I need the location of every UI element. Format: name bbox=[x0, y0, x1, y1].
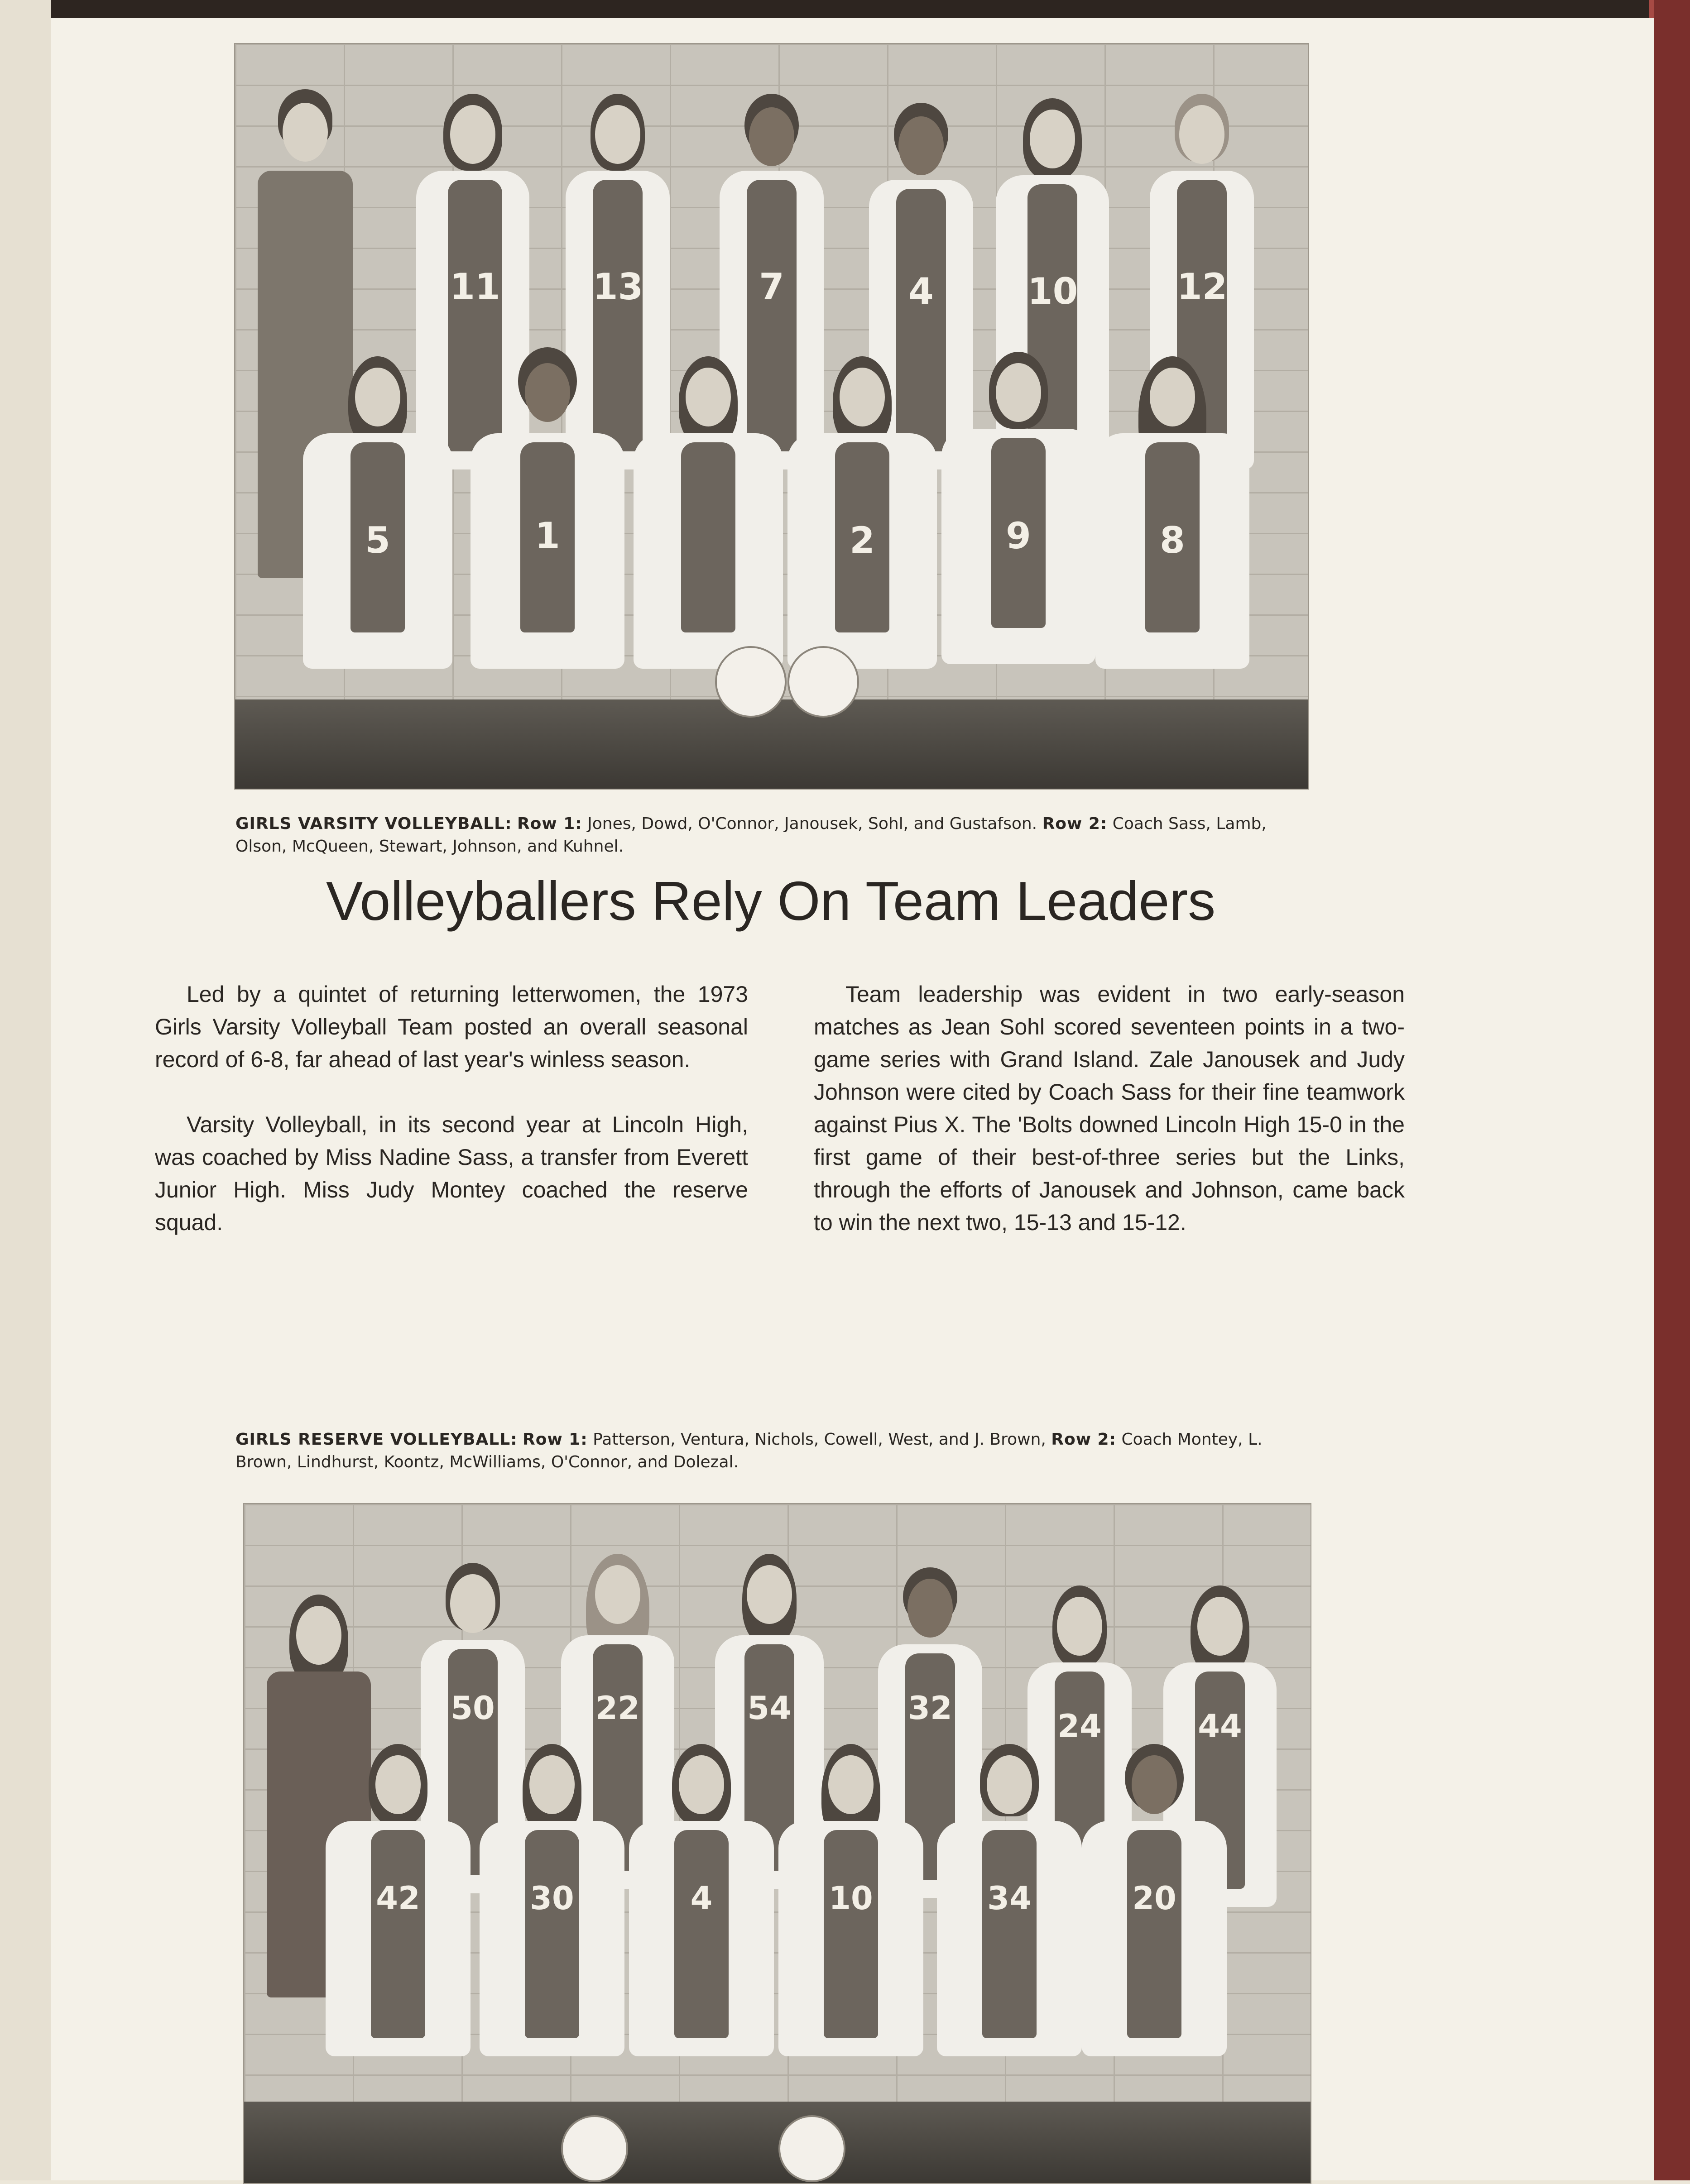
jersey-number: 32 bbox=[908, 1690, 952, 1727]
article-paragraph: Led by a quintet of returning letterwomen, the 1973 Girls Varsity Volleyball Team posted an overall seasonal record of 6-8, far ahead of last year's winless season. bbox=[155, 982, 748, 1072]
jersey-number: 44 bbox=[1198, 1708, 1242, 1745]
reserve-photo-caption bbox=[235, 1428, 1313, 1474]
yearbook-page bbox=[51, 18, 1654, 2180]
varsity-front-player-1 bbox=[303, 356, 452, 709]
reserve-team-photo bbox=[243, 1503, 1311, 2184]
article-column-right bbox=[814, 978, 1405, 1271]
varsity-front-player-4 bbox=[787, 356, 937, 709]
jersey-number: 42 bbox=[376, 1880, 420, 1917]
jersey-number: 8 bbox=[1160, 519, 1185, 561]
reserve-front-player-2 bbox=[480, 1744, 624, 2179]
caption-row-label: Row 2: bbox=[1042, 814, 1108, 833]
jersey-number: 4 bbox=[690, 1880, 713, 1917]
jersey-number: 10 bbox=[829, 1880, 873, 1917]
varsity-front-player-2 bbox=[471, 347, 624, 709]
jersey-number: 50 bbox=[451, 1690, 495, 1727]
jersey-number: 11 bbox=[450, 266, 500, 308]
article-headline: Volleyballers Rely On Team Leaders bbox=[326, 870, 1216, 932]
varsity-front-player-3 bbox=[634, 356, 783, 709]
caption-row-names: Coach Sass, Lamb, Olson, McQueen, Stewart, Johnson, and Kuhnel. bbox=[235, 814, 1267, 856]
volleyball bbox=[561, 2115, 628, 2182]
reserve-front-player-6 bbox=[1082, 1744, 1227, 2179]
varsity-team-photo bbox=[234, 43, 1309, 790]
jersey-number: 20 bbox=[1132, 1880, 1176, 1917]
caption-row-names: Jones, Dowd, O'Connor, Janousek, Sohl, and Gustafson. bbox=[587, 814, 1037, 833]
book-spine bbox=[0, 0, 53, 2180]
jersey-number: 9 bbox=[1006, 515, 1031, 557]
jersey-number: 1 bbox=[535, 515, 560, 557]
jersey-number: 2 bbox=[850, 519, 875, 561]
jersey-number: 5 bbox=[365, 519, 390, 561]
jersey-number: 54 bbox=[747, 1690, 792, 1727]
varsity-front-player-5 bbox=[941, 352, 1095, 709]
volleyball bbox=[787, 646, 859, 718]
caption-row-label: Row 1: bbox=[523, 1430, 588, 1449]
gym-floor bbox=[235, 699, 1308, 789]
jersey-number: 30 bbox=[530, 1880, 574, 1917]
jersey-number: 12 bbox=[1177, 266, 1228, 308]
caption-heading: GIRLS RESERVE VOLLEYBALL: bbox=[235, 1430, 518, 1449]
reserve-front-player-4 bbox=[778, 1744, 923, 2179]
jersey-number: 22 bbox=[595, 1690, 640, 1727]
caption-row-names: Patterson, Ventura, Nichols, Cowell, West, and J. Brown, bbox=[593, 1430, 1046, 1449]
article-paragraph: Varsity Volleyball, in its second year at Lincoln High, was coached by Miss Nadine Sass, a transfer from Everett Junior High. Miss Judy Montey coached the reserve squad. bbox=[155, 1112, 748, 1235]
volleyball bbox=[715, 646, 787, 718]
page-top-edge bbox=[51, 0, 1654, 18]
reserve-front-player-5 bbox=[937, 1744, 1082, 2179]
jersey-number: 34 bbox=[987, 1880, 1032, 1917]
article-column-left bbox=[155, 978, 748, 1271]
caption-heading: GIRLS VARSITY VOLLEYBALL: bbox=[235, 814, 512, 833]
reserve-front-player-1 bbox=[326, 1744, 471, 2179]
caption-row-label: Row 2: bbox=[1051, 1430, 1116, 1449]
caption-row-names: Coach Montey, L. Brown, Lindhurst, Koontz, McWilliams, O'Connor, and Dolezal. bbox=[235, 1430, 1263, 1471]
book-cover-edge bbox=[1649, 0, 1690, 2180]
volleyball bbox=[778, 2115, 845, 2182]
varsity-photo-caption bbox=[235, 813, 1313, 858]
jersey-number: 24 bbox=[1057, 1708, 1102, 1745]
jersey-number: 13 bbox=[593, 266, 643, 308]
caption-row-label: Row 1: bbox=[517, 814, 582, 833]
article-paragraph: Team leadership was evident in two early-season matches as Jean Sohl scored seventeen points in a two-game series with Grand Island. Zale Janousek and Judy Johnson were cited by Coach Sass for their fine teamwork against Pius X. The 'Bolts downed Lincoln High 15-0 in the first game of their best-of-three series but the Links, through the efforts of Janousek and Johnson, came back to win the next two, 15-13 and 15-12. bbox=[814, 982, 1405, 1235]
reserve-front-player-3 bbox=[629, 1744, 774, 2179]
jersey-number: 7 bbox=[759, 266, 784, 308]
jersey-number: 4 bbox=[908, 270, 934, 312]
jersey-number: 10 bbox=[1027, 270, 1078, 312]
varsity-front-player-6 bbox=[1095, 356, 1249, 709]
